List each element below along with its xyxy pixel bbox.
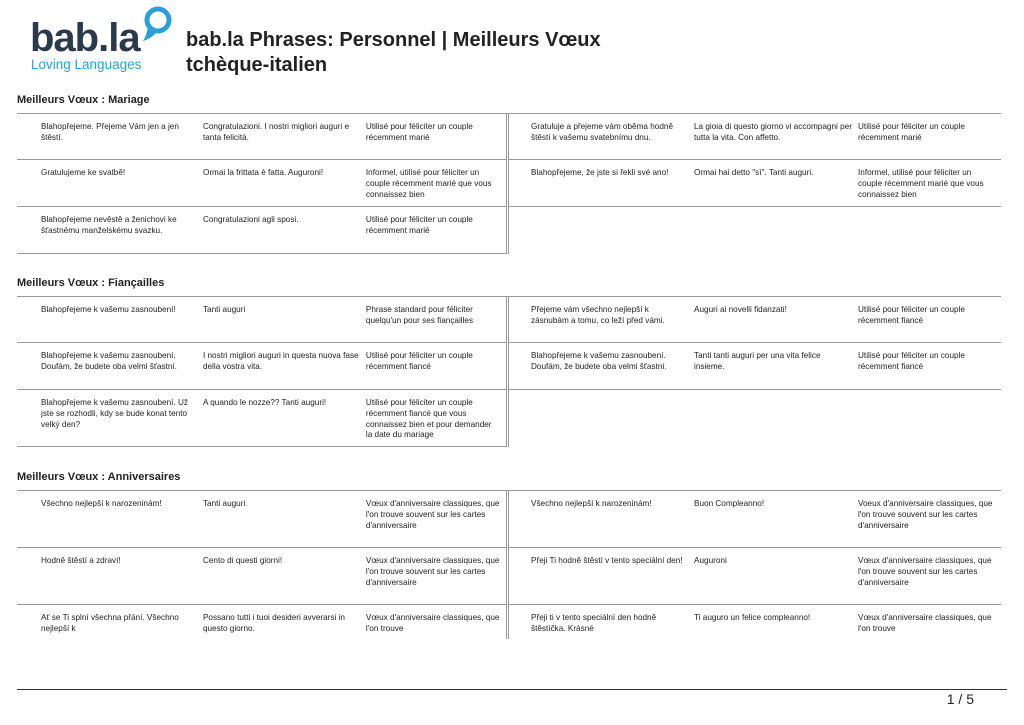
- phrase-row: [17, 297, 506, 343]
- babla-logo[interactable]: [30, 6, 175, 76]
- phrase-usage: Voeux d'anniversaire classiques, que l'on trouve souvent sur les cartes d'anniversaire: [858, 499, 993, 530]
- section-mariage: [17, 94, 1001, 254]
- phrase-row: [509, 160, 1001, 207]
- phrase-italian: La gioia di questo giorno vi accompagni per tutta la vita. Con affetto.: [694, 122, 852, 142]
- phrase-czech: Blahopřejeme. Přejeme Vám jen a jen štěstí.: [41, 122, 179, 142]
- phrase-column-right: [509, 297, 1001, 447]
- phrase-column-left: [17, 491, 509, 639]
- title-line-1: bab.la Phrases: Personnel | Meilleurs Vœux: [186, 29, 601, 51]
- phrase-czech: Blahopřejeme nevěstě a ženichovi ke šťastnému manželskému svazku.: [41, 215, 177, 235]
- phrase-czech: Všechno nejlepší k narozeninám!: [41, 499, 162, 508]
- phrase-grid: [17, 296, 1001, 447]
- phrase-czech: Všechno nejlepší k narozeninám!: [531, 499, 652, 508]
- phrase-row: [17, 491, 506, 548]
- phrase-italian: Ti auguro un felice compleanno!: [694, 613, 811, 622]
- phrase-usage: Vœux d'anniversaire classiques, que l'on trouve: [858, 613, 992, 633]
- phrase-usage: Utilisé pour féliciter un couple récemment fiancé: [365, 351, 473, 371]
- phrase-row: [509, 605, 1001, 639]
- phrase-row: [17, 548, 506, 605]
- phrase-grid: [17, 113, 1001, 254]
- phrase-italian: Tanti auguri: [202, 305, 246, 314]
- phrase-usage: Phrase standard pour féliciter quelqu'un pour ses fiançailles: [365, 305, 474, 325]
- phrase-czech: Blahopřejeme k vašemu zasnoubení. Doufám, že budete oba velmi šťastní.: [41, 351, 177, 371]
- phrase-italian: Cento di questi giorni!: [202, 556, 283, 565]
- phrase-czech: Blahopřejeme, že jste si řekli své ano!: [531, 168, 669, 177]
- phrase-czech: Blahopřejeme k vašemu zasnoubení!: [41, 305, 176, 314]
- page-number: 1 / 5: [946, 691, 974, 707]
- phrase-row: [509, 297, 1001, 343]
- phrase-usage: Utilisé pour féliciter un couple récemment fiancé: [858, 305, 965, 325]
- phrase-usage: Informel, utilisé pour féliciter un couple récemment marié que vous connaissez bien: [365, 168, 492, 199]
- phrase-italian: Tanti tanti auguri per una vita felice insieme.: [694, 351, 821, 371]
- phrase-column-right: [509, 114, 1001, 254]
- phrase-czech: Přejeme vám všechno nejlepší k zásnubám a tomu, co leží před vámi.: [531, 305, 665, 325]
- phrase-italian: Buon Compleanno!: [694, 499, 765, 508]
- logo-tagline: Loving Languages: [31, 57, 142, 72]
- phrase-italian: Auguri ai novelli fidanzati!: [694, 305, 787, 314]
- page-title: [186, 28, 601, 78]
- phrase-usage: Utilisé pour féliciter un couple récemment fiancé que vous connaissez bien et pour demander la date du mariage: [365, 398, 492, 440]
- phrase-italian: Possano tutti i tuoi desideri avverarsi in questo giorno.: [202, 613, 345, 633]
- section-anniversaires: [17, 471, 1001, 639]
- phrase-usage: Vœux d'anniversaire classiques, que l'on trouve: [365, 613, 500, 633]
- title-line-2: tchèque-italien: [186, 54, 328, 76]
- phrase-grid: [17, 490, 1001, 639]
- phrase-czech: Přeji ti v tento speciální den hodně štěstíčka. Krásné: [531, 613, 657, 633]
- phrase-usage: Vœux d'anniversaire classiques, que l'on trouve souvent sur les cartes d'anniversaire: [365, 499, 500, 530]
- phrase-usage: Utilisé pour féliciter un couple récemment marié: [858, 122, 965, 142]
- phrase-usage: Utilisé pour féliciter un couple récemment marié: [365, 122, 473, 142]
- phrase-italian: A quando le nozze?? Tanti auguri!: [202, 398, 327, 407]
- phrase-row: [17, 114, 506, 160]
- phrase-row: [17, 207, 506, 254]
- phrase-row: [509, 491, 1001, 548]
- phrase-italian: Ormai la frittata è fatta. Auguroni!: [202, 168, 324, 177]
- phrase-czech: Gratulujeme ke svatbě!: [41, 168, 126, 177]
- phrase-usage: Vœux d'anniversaire classiques, que l'on trouve souvent sur les cartes d'anniversaire: [858, 556, 992, 587]
- phrase-czech: Hodně štěstí a zdraví!: [41, 556, 121, 565]
- phrase-italian: Ormai hai detto "sì". Tanti auguri.: [694, 168, 814, 177]
- section-title: Meilleurs Vœux : Anniversaires: [17, 471, 181, 483]
- phrase-czech: Ať se Ti splní všechna přání. Všechno nejlepší k: [41, 613, 179, 633]
- phrase-italian: I nostri migliori auguri in questa nuova fase della vostra vita.: [202, 351, 359, 371]
- phrase-row: [17, 605, 506, 639]
- phrase-italian: Auguroni: [694, 556, 727, 565]
- section-fiancailles: [17, 277, 1001, 447]
- phrase-column-right: [509, 491, 1001, 639]
- phrase-czech: Gratuluje a přejeme vám oběma hodně štěstí k vašemu svatebnímu dnu.: [531, 122, 673, 142]
- phrase-row: [509, 343, 1001, 390]
- section-title: Meilleurs Vœux : Mariage: [17, 94, 150, 106]
- phrase-usage: Utilisé pour féliciter un couple récemment marié: [365, 215, 473, 235]
- phrase-row: [17, 343, 506, 390]
- phrase-column-left: [17, 297, 509, 447]
- phrase-row: [17, 160, 506, 207]
- phrase-usage: Informel, utilisé pour féliciter un couple récemment marié que vous connaissez bien: [858, 168, 984, 199]
- footer-divider: [17, 689, 1007, 690]
- phrase-italian: Congratulazioni agli sposi.: [202, 215, 299, 224]
- phrase-czech: Blahopřejeme k vašemu zasnoubení. Doufám, že budete oba velmi šťastní.: [531, 351, 667, 371]
- speech-bubble-icon: [142, 6, 174, 42]
- phrase-czech: Blahopřejeme k vašemu zasnoubení. Už jste se rozhodli, kdy se bude konat tento velký den?: [41, 398, 188, 429]
- section-title: Meilleurs Vœux : Fiançailles: [17, 277, 165, 289]
- phrase-row: [17, 390, 506, 447]
- phrase-italian: Congratulazioni. I nostri migliori auguri e tanta felicità.: [202, 122, 350, 142]
- phrase-czech: Přeji Ti hodně štěstí v tento speciální den!: [531, 556, 683, 565]
- logo-wordmark: bab.la: [30, 16, 140, 60]
- phrase-italian: Tanti auguri: [202, 499, 246, 508]
- phrase-usage: Vœux d'anniversaire classiques, que l'on trouve souvent sur les cartes d'anniversaire: [365, 556, 500, 587]
- phrase-row: [509, 114, 1001, 160]
- phrase-column-left: [17, 114, 509, 254]
- phrase-row: [509, 548, 1001, 605]
- phrase-usage: Utilisé pour féliciter un couple récemment fiancé: [858, 351, 965, 371]
